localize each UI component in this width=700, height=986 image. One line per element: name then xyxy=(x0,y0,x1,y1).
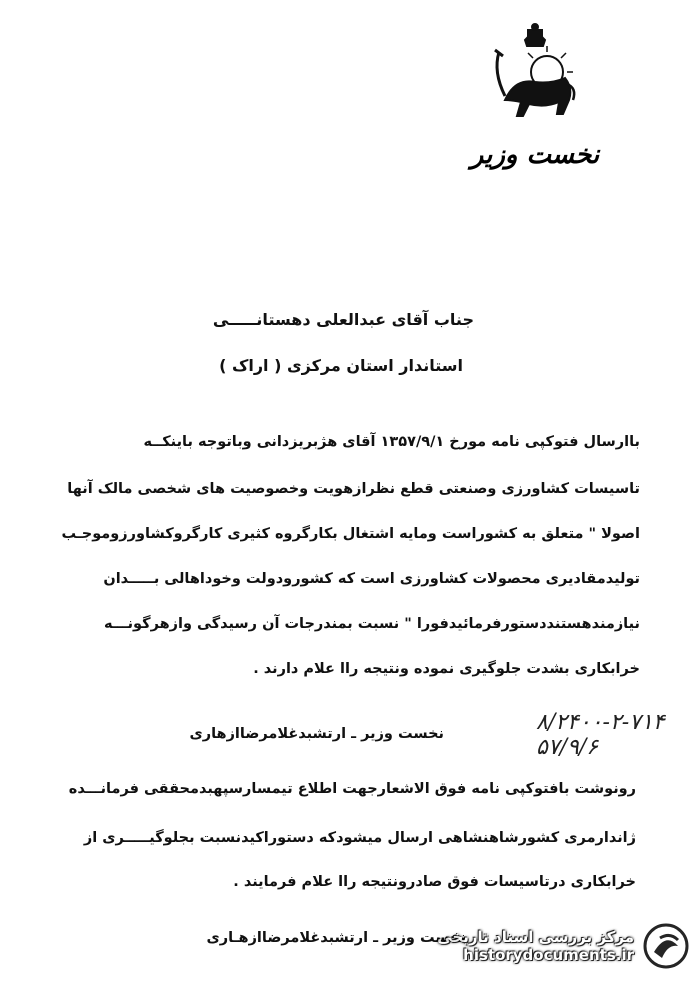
handwritten-date: ۵۷/۹/۶ xyxy=(536,735,599,761)
signature: نخست وزیر ـ ارتشبدغلامرضاازهاری xyxy=(189,726,444,742)
archive-logo-icon xyxy=(642,922,690,970)
watermark-title: مرکز بررسی اسناد تاریخی xyxy=(437,928,634,946)
body-line: خرابکاری بشدت جلوگیری نموده ونتیجه راا علام دارند . xyxy=(253,661,640,677)
body-line: اصولا " متعلق به کشوراست ومایه اشتغال بکارگروه کثیری کارگروکشاورزوموجـب xyxy=(61,526,640,542)
lion-and-sun-emblem xyxy=(485,22,585,132)
body-line: تاسیسات کشاورزی وصنعتی قطع نظرازهویت وخصوصیت های شخصی مالک آنها xyxy=(67,481,640,497)
body-line: نیازمندهستنددستورفرمائیدفورا " نسبت بمندرجات آن رسیدگی وازهرگونـــه xyxy=(103,616,640,632)
copy-line: ژاندارمری کشورشاهنشاهی ارسال میشودکه دستوراکیدنسبت بجلوگیـــــری از xyxy=(83,830,636,846)
watermark-url: historydocuments.ir xyxy=(463,946,634,964)
copy-line: خرابکاری درتاسیسات فوق صادرونتیجه راا علام فرمایند . xyxy=(233,874,636,890)
signature-copy: نخست وزیر ـ ارتشبدغلامرضاازهـاری xyxy=(206,930,466,946)
letterhead-title: نخست وزیر xyxy=(470,140,600,170)
addressee-name: جناب آقای عبدالعلی دهستانـــــی xyxy=(212,310,474,329)
copy-line: رونوشت بافتوکپی نامه فوق الاشعارجهت اطلاع تیمسارسپهبدمحققی فرمانـــده xyxy=(68,781,636,797)
watermark-text xyxy=(437,928,634,964)
body-line: تولیدمقادیری محصولات کشاورزی است که کشورودولت وخوداهالی بـــــدان xyxy=(103,571,640,587)
body-line: باارسال فتوکپی نامه مورخ ۱۳۵۷/۹/۱ آقای هژبریزدانی وباتوجه باینکــه xyxy=(143,434,640,450)
handwritten-reference: ۸/۲۴۰۰-۲-۷۱۴ xyxy=(536,710,665,735)
watermark xyxy=(400,918,690,974)
handwritten-note xyxy=(536,710,665,761)
addressee-title: استاندار استان مرکزی ( اراک ) xyxy=(219,356,463,375)
